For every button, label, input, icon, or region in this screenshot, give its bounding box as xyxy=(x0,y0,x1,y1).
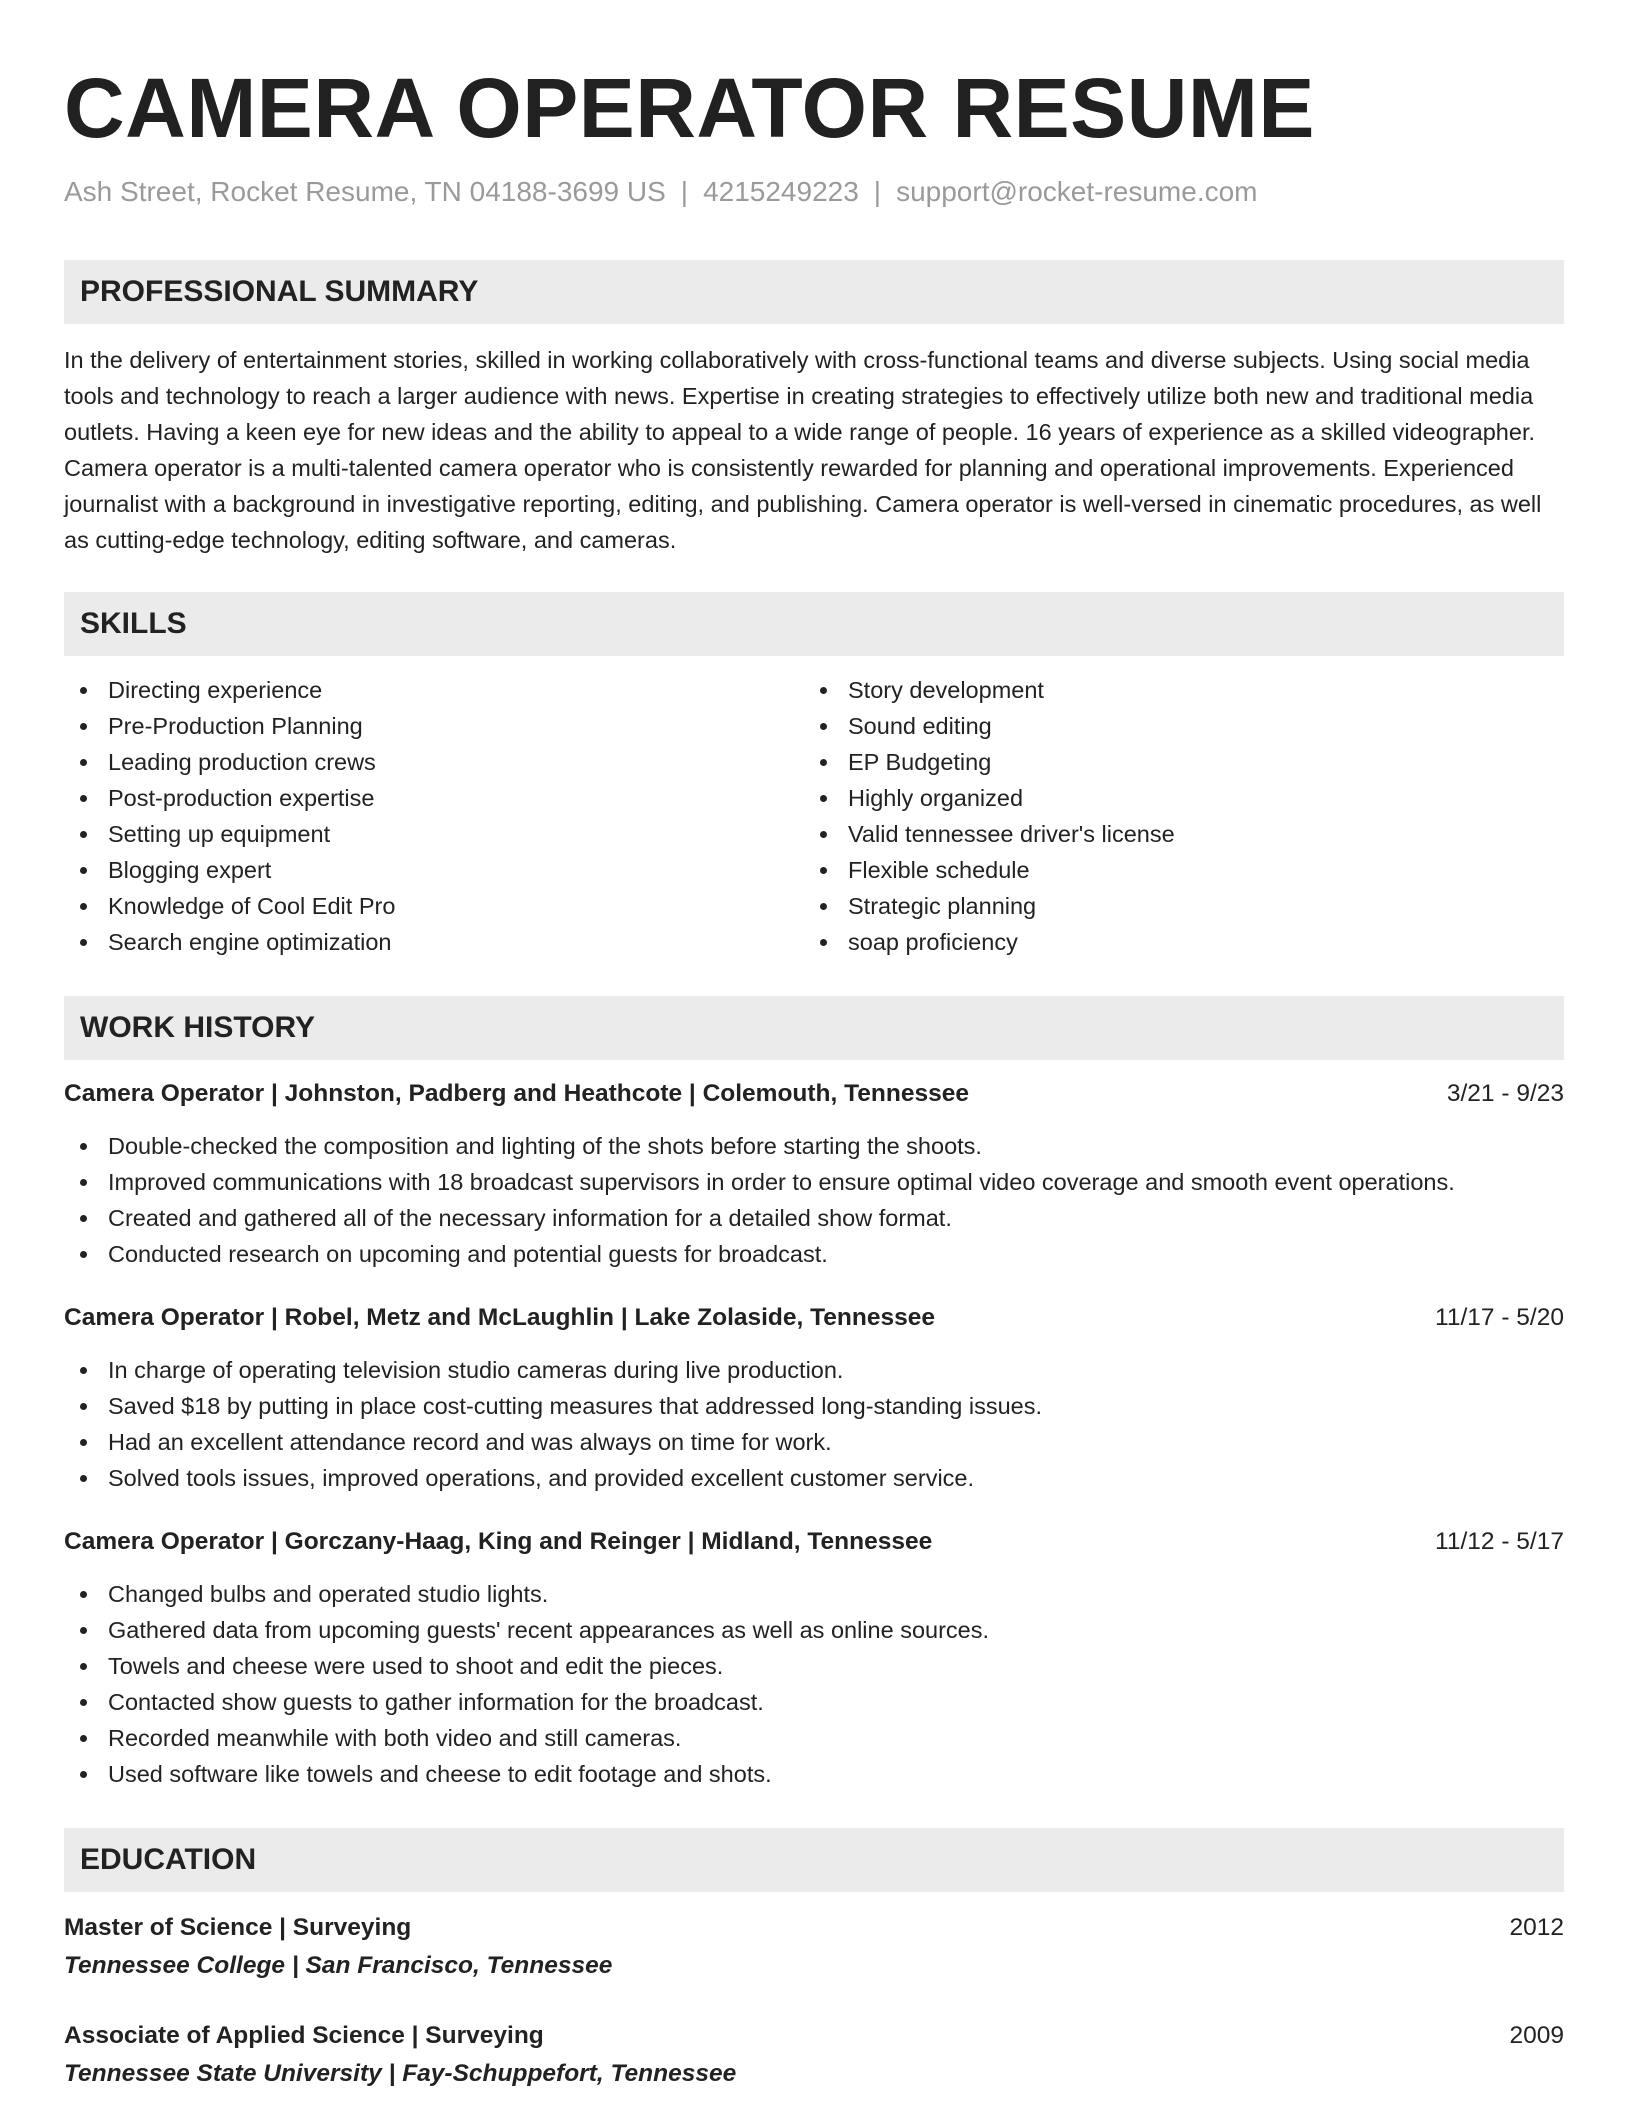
skill-item: Pre-Production Planning xyxy=(64,708,804,744)
education-school: Tennessee College | San Francisco, Tennessee xyxy=(64,1952,613,1979)
education-header xyxy=(64,1910,1564,1946)
job-bullet: Improved communications with 18 broadcast supervisors in order to ensure optimal video coverage and smooth event operations. xyxy=(64,1164,1564,1200)
job-entry xyxy=(64,1524,1564,1792)
job-bullet: Recorded meanwhile with both video and still cameras. xyxy=(64,1720,1564,1756)
job-title: Camera Operator | Johnston, Padberg and Heathcote | Colemouth, Tennessee xyxy=(64,1080,969,1107)
skill-item: Directing experience xyxy=(64,672,804,708)
section-heading-skills: SKILLS xyxy=(64,592,1564,656)
resume-page xyxy=(64,0,1564,2092)
job-dates: 11/12 - 5/17 xyxy=(1435,1528,1564,1555)
job-bullet: Saved $18 by putting in place cost-cutting measures that addressed long-standing issues. xyxy=(64,1388,1564,1424)
job-bullet: Towels and cheese were used to shoot and edit the pieces. xyxy=(64,1648,1564,1684)
education-header xyxy=(64,2018,1564,2054)
contact-phone: 4215249223 xyxy=(703,176,859,207)
section-heading-summary: PROFESSIONAL SUMMARY xyxy=(64,260,1564,324)
skill-item: Setting up equipment xyxy=(64,816,804,852)
job-entry xyxy=(64,1300,1564,1496)
contact-separator: | xyxy=(873,176,882,207)
education-degree: Master of Science | Surveying xyxy=(64,1914,412,1941)
education-year: 2009 xyxy=(1509,2022,1564,2049)
job-bullet: In charge of operating television studio cameras during live production. xyxy=(64,1352,1564,1388)
job-bullets xyxy=(64,1576,1564,1792)
job-bullet: Had an excellent attendance record and was always on time for work. xyxy=(64,1424,1564,1460)
skill-item: Highly organized xyxy=(804,780,1544,816)
skill-item: Story development xyxy=(804,672,1544,708)
contact-email: support@rocket-resume.com xyxy=(896,176,1258,207)
job-title: Camera Operator | Robel, Metz and McLaughlin | Lake Zolaside, Tennessee xyxy=(64,1304,935,1331)
skills-columns xyxy=(64,672,1564,960)
section-heading-education: EDUCATION xyxy=(64,1828,1564,1892)
education-entry xyxy=(64,1910,1564,1984)
job-header xyxy=(64,1076,1564,1112)
contact-line xyxy=(64,174,1564,210)
job-bullets xyxy=(64,1128,1564,1272)
skill-item: Search engine optimization xyxy=(64,924,804,960)
contact-address: Ash Street, Rocket Resume, TN 04188-3699 US xyxy=(64,176,666,207)
job-header xyxy=(64,1524,1564,1560)
education-school: Tennessee State University | Fay-Schuppefort, Tennessee xyxy=(64,2060,737,2087)
job-bullet: Double-checked the composition and lighting of the shots before starting the shoots. xyxy=(64,1128,1564,1164)
skills-list-right xyxy=(804,672,1544,960)
job-bullet: Created and gathered all of the necessary information for a detailed show format. xyxy=(64,1200,1564,1236)
job-bullet: Conducted research on upcoming and potential guests for broadcast. xyxy=(64,1236,1564,1272)
job-bullet: Changed bulbs and operated studio lights. xyxy=(64,1576,1564,1612)
skill-item: soap proficiency xyxy=(804,924,1544,960)
education-year: 2012 xyxy=(1509,1914,1564,1941)
summary-text: In the delivery of entertainment stories, skilled in working collaboratively with cross-functional teams and diverse subjects. Using social media tools and technology to reach a larger audience with news. Expertise in creating strategies to effectively utilize both new and traditional media outlets. Having a keen eye for new ideas and the ability to appeal to a wide range of people. 16 years of experience as a skilled videographer. Camera operator is a multi-talented camera operator who is consistently rewarded for planning and operational improvements. Experienced journalist with a background in investigative reporting, editing, and publishing. Camera operator is well-versed in cinematic procedures, as well as cutting-edge technology, editing software, and cameras. xyxy=(64,347,1542,553)
job-dates: 3/21 - 9/23 xyxy=(1446,1080,1564,1107)
job-bullet: Contacted show guests to gather information for the broadcast. xyxy=(64,1684,1564,1720)
job-entry xyxy=(64,1076,1564,1272)
skill-item: Sound editing xyxy=(804,708,1544,744)
section-heading-work-history: WORK HISTORY xyxy=(64,996,1564,1060)
education-degree: Associate of Applied Science | Surveying xyxy=(64,2022,544,2049)
job-header xyxy=(64,1300,1564,1336)
skills-list-left xyxy=(64,672,804,960)
skill-item: EP Budgeting xyxy=(804,744,1544,780)
skill-item: Post-production expertise xyxy=(64,780,804,816)
skill-item: Knowledge of Cool Edit Pro xyxy=(64,888,804,924)
job-bullet: Gathered data from upcoming guests' recent appearances as well as online sources. xyxy=(64,1612,1564,1648)
job-bullets xyxy=(64,1352,1564,1496)
resume-title: CAMERA OPERATOR RESUME xyxy=(64,61,1315,155)
contact-separator: | xyxy=(680,176,689,207)
skill-item: Blogging expert xyxy=(64,852,804,888)
job-bullet: Solved tools issues, improved operations, and provided excellent customer service. xyxy=(64,1460,1564,1496)
job-title: Camera Operator | Gorczany-Haag, King and Reinger | Midland, Tennessee xyxy=(64,1528,933,1555)
skill-item: Flexible schedule xyxy=(804,852,1544,888)
education-entry xyxy=(64,2018,1564,2092)
skill-item: Valid tennessee driver's license xyxy=(804,816,1544,852)
skill-item: Leading production crews xyxy=(64,744,804,780)
job-dates: 11/17 - 5/20 xyxy=(1435,1304,1564,1331)
skill-item: Strategic planning xyxy=(804,888,1544,924)
job-bullet: Used software like towels and cheese to edit footage and shots. xyxy=(64,1756,1564,1792)
